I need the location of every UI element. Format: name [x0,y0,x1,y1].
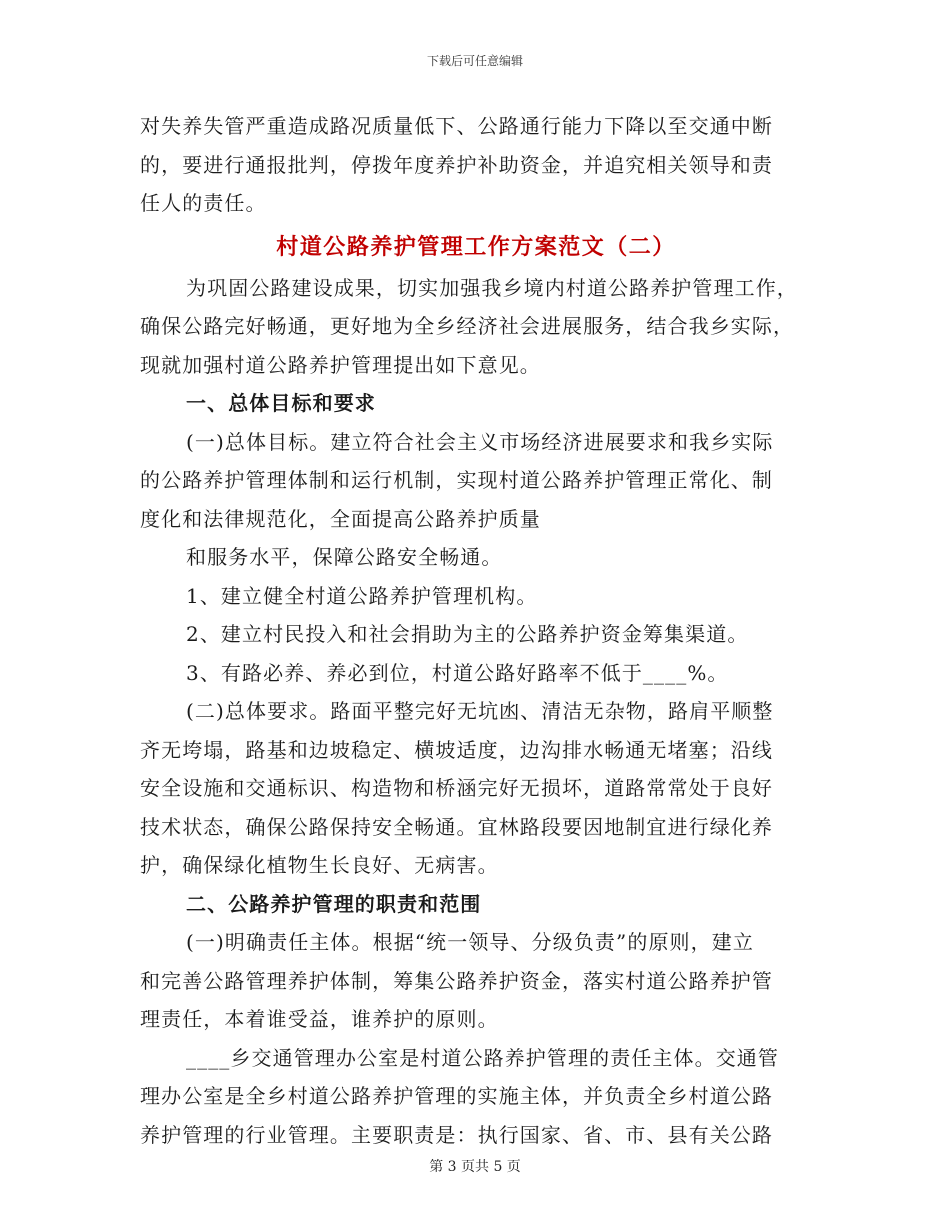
text-line: (一)总体目标。建立符合社会主义市场经济进展要求和我乡实际 [186,429,774,454]
heading-responsibilities: 二、公路养护管理的职责和范围 [186,891,482,916]
text-line: 理办公室是全乡村道公路养护管理的实施主体，并负责全乡村道公路 [140,1084,773,1108]
text-line: 任人的责任。 [140,191,267,215]
text-line: ____乡交通管理办公室是村道公路养护管理的责任主体。交通管 [186,1045,779,1070]
text-line: (一)明确责任主体。根据“统一领导、分级负责”的原则，建立 [186,930,754,954]
text-line: 技术状态，确保公路保持安全畅通。宜林路段要因地制宜进行绿化养 [140,814,773,839]
list-item-3: 3、有路必养、养必到位，村道公路好路率不低于____%。 [186,660,729,685]
requirements-paragraph [140,692,812,885]
text-line: 现就加强村道公路养护管理提出如下意见。 [140,352,541,377]
text-line: 和完善公路管理养护体制，筹集公路养护资金，落实村道公路养护管 [140,968,773,993]
office-paragraph [140,1039,812,1155]
text-line: 度化和法律规范化，全面提高公路养护质量 [140,506,541,531]
text-line: 养护管理的行业管理。主要职责是：执行国家、省、市、县有关公路 [140,1122,773,1147]
text-line: 护，确保绿化植物生长良好、无病害。 [140,853,499,877]
heading-general-goals: 一、总体目标和要求 [186,391,376,415]
list-item-1: 1、建立健全村道公路养护管理机构。 [186,583,538,608]
text-line: 对失养失管严重造成路况质量低下、公路通行能力下降以至交通中断 [140,114,773,138]
text-line: (二)总体要求。路面平整完好无坑凼、清洁无杂物，路肩平顺整 [186,699,774,723]
goal-continuation: 和服务水平，保障公路安全畅通。 [186,545,503,569]
text-line: 的，要进行通报批判，停拨年度养护补助资金，并追究相关领导和责 [140,152,773,177]
text-line: 确保公路完好畅通，更好地为全乡经济社会进展服务，结合我乡实际， [140,314,795,338]
list-item-2: 2、建立村民投入和社会捐助为主的公路养护资金筹集渠道。 [186,622,749,646]
text-line: 安全设施和交通标识、构造物和桥涵完好无损坏，道路常常处于良好 [140,776,773,800]
page-header-note: 下载后可任意编辑 [426,54,523,68]
section-title: 村道公路养护管理工作方案范文（二） [276,233,676,260]
text-line: 为巩固公路建设成果，切实加强我乡境内村道公路养护管理工作， [186,275,798,300]
preface-paragraph [140,269,812,385]
goal-paragraph [140,423,812,539]
text-line: 齐无垮塌，路基和边坡稳定、横坡适度，边沟排水畅通无堵塞；沿线 [140,737,773,762]
responsibility-paragraph [140,923,812,1039]
page-footer-number: 第 3 页共 5 页 [429,1159,521,1175]
text-line: 的公路养护管理体制和运行机制，实现村道公路养护管理正常化、制 [140,468,773,492]
document-body [140,107,812,1154]
text-line: 理责任，本着谁受益，谁养护的原则。 [140,1007,499,1031]
intro-paragraph [140,107,812,223]
